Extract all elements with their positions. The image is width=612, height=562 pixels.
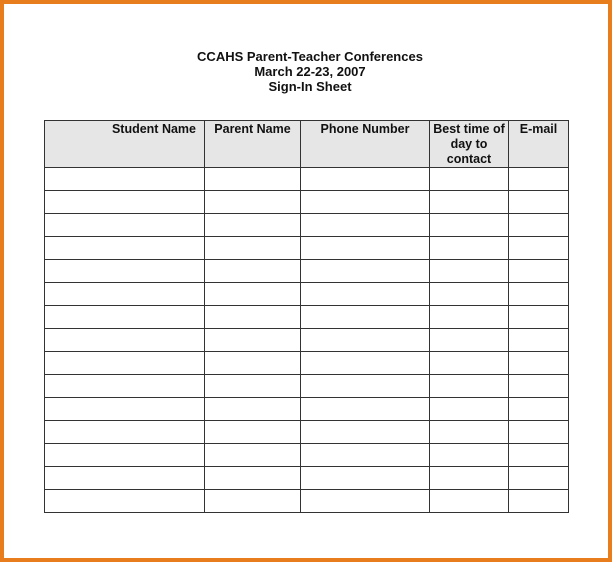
cell-student-name[interactable]: [45, 329, 205, 352]
cell-best-time[interactable]: [430, 421, 509, 444]
cell-phone-number[interactable]: [301, 283, 430, 306]
table-row: [45, 467, 569, 490]
cell-phone-number[interactable]: [301, 398, 430, 421]
table-row: [45, 283, 569, 306]
table-row: [45, 398, 569, 421]
cell-best-time[interactable]: [430, 168, 509, 191]
cell-best-time[interactable]: [430, 283, 509, 306]
cell-email[interactable]: [509, 398, 569, 421]
cell-parent-name[interactable]: [205, 260, 301, 283]
cell-parent-name[interactable]: [205, 398, 301, 421]
cell-phone-number[interactable]: [301, 168, 430, 191]
cell-email[interactable]: [509, 260, 569, 283]
cell-parent-name[interactable]: [205, 237, 301, 260]
cell-email[interactable]: [509, 237, 569, 260]
cell-email[interactable]: [509, 352, 569, 375]
cell-student-name[interactable]: [45, 237, 205, 260]
cell-email[interactable]: [509, 168, 569, 191]
table-row: [45, 421, 569, 444]
cell-best-time[interactable]: [430, 214, 509, 237]
cell-best-time[interactable]: [430, 375, 509, 398]
cell-parent-name[interactable]: [205, 214, 301, 237]
cell-student-name[interactable]: [45, 352, 205, 375]
table-row: [45, 237, 569, 260]
table-row: [45, 260, 569, 283]
cell-student-name[interactable]: [45, 260, 205, 283]
cell-parent-name[interactable]: [205, 168, 301, 191]
cell-parent-name[interactable]: [205, 283, 301, 306]
table-row: [45, 490, 569, 513]
title-line-event: CCAHS Parent-Teacher Conferences: [197, 49, 423, 64]
cell-student-name[interactable]: [45, 375, 205, 398]
sign-in-table: [44, 120, 569, 513]
cell-phone-number[interactable]: [301, 329, 430, 352]
cell-student-name[interactable]: [45, 398, 205, 421]
cell-phone-number[interactable]: [301, 191, 430, 214]
cell-best-time[interactable]: [430, 329, 509, 352]
title-line-sheet: Sign-In Sheet: [268, 79, 352, 94]
cell-email[interactable]: [509, 306, 569, 329]
cell-student-name[interactable]: [45, 283, 205, 306]
cell-best-time[interactable]: [430, 352, 509, 375]
cell-parent-name[interactable]: [205, 352, 301, 375]
cell-best-time[interactable]: [430, 191, 509, 214]
cell-email[interactable]: [509, 444, 569, 467]
cell-parent-name[interactable]: [205, 306, 301, 329]
cell-email[interactable]: [509, 214, 569, 237]
cell-email[interactable]: [509, 283, 569, 306]
cell-phone-number[interactable]: [301, 260, 430, 283]
header-phone-number: Phone Number: [301, 121, 430, 168]
cell-best-time[interactable]: [430, 260, 509, 283]
cell-student-name[interactable]: [45, 191, 205, 214]
table-row: [45, 214, 569, 237]
cell-email[interactable]: [509, 329, 569, 352]
cell-parent-name[interactable]: [205, 191, 301, 214]
cell-student-name[interactable]: [45, 306, 205, 329]
table-row: [45, 168, 569, 191]
cell-best-time[interactable]: [430, 398, 509, 421]
cell-phone-number[interactable]: [301, 306, 430, 329]
cell-phone-number[interactable]: [301, 237, 430, 260]
cell-email[interactable]: [509, 467, 569, 490]
cell-student-name[interactable]: [45, 490, 205, 513]
cell-parent-name[interactable]: [205, 490, 301, 513]
cell-email[interactable]: [509, 421, 569, 444]
table-header-row: [45, 121, 569, 168]
cell-email[interactable]: [509, 490, 569, 513]
cell-phone-number[interactable]: [301, 421, 430, 444]
cell-phone-number[interactable]: [301, 214, 430, 237]
cell-student-name[interactable]: [45, 168, 205, 191]
header-email: E-mail: [509, 121, 569, 168]
document-title: [4, 49, 612, 94]
cell-phone-number[interactable]: [301, 444, 430, 467]
cell-best-time[interactable]: [430, 306, 509, 329]
table-row: [45, 352, 569, 375]
cell-parent-name[interactable]: [205, 375, 301, 398]
table-row: [45, 191, 569, 214]
cell-parent-name[interactable]: [205, 421, 301, 444]
cell-parent-name[interactable]: [205, 467, 301, 490]
table-row: [45, 375, 569, 398]
cell-phone-number[interactable]: [301, 467, 430, 490]
cell-student-name[interactable]: [45, 444, 205, 467]
cell-student-name[interactable]: [45, 214, 205, 237]
table-row: [45, 329, 569, 352]
cell-student-name[interactable]: [45, 421, 205, 444]
header-student-name: Student Name: [45, 121, 205, 168]
title-line-date: March 22-23, 2007: [254, 64, 366, 79]
table-row: [45, 444, 569, 467]
table-body: [45, 168, 569, 513]
cell-best-time[interactable]: [430, 490, 509, 513]
header-best-time: Best time of day to contact: [430, 121, 509, 168]
cell-phone-number[interactable]: [301, 375, 430, 398]
cell-parent-name[interactable]: [205, 329, 301, 352]
cell-parent-name[interactable]: [205, 444, 301, 467]
cell-phone-number[interactable]: [301, 490, 430, 513]
cell-best-time[interactable]: [430, 444, 509, 467]
cell-email[interactable]: [509, 375, 569, 398]
table-row: [45, 306, 569, 329]
cell-email[interactable]: [509, 191, 569, 214]
cell-best-time[interactable]: [430, 467, 509, 490]
header-parent-name: Parent Name: [205, 121, 301, 168]
cell-best-time[interactable]: [430, 237, 509, 260]
cell-student-name[interactable]: [45, 467, 205, 490]
cell-phone-number[interactable]: [301, 352, 430, 375]
